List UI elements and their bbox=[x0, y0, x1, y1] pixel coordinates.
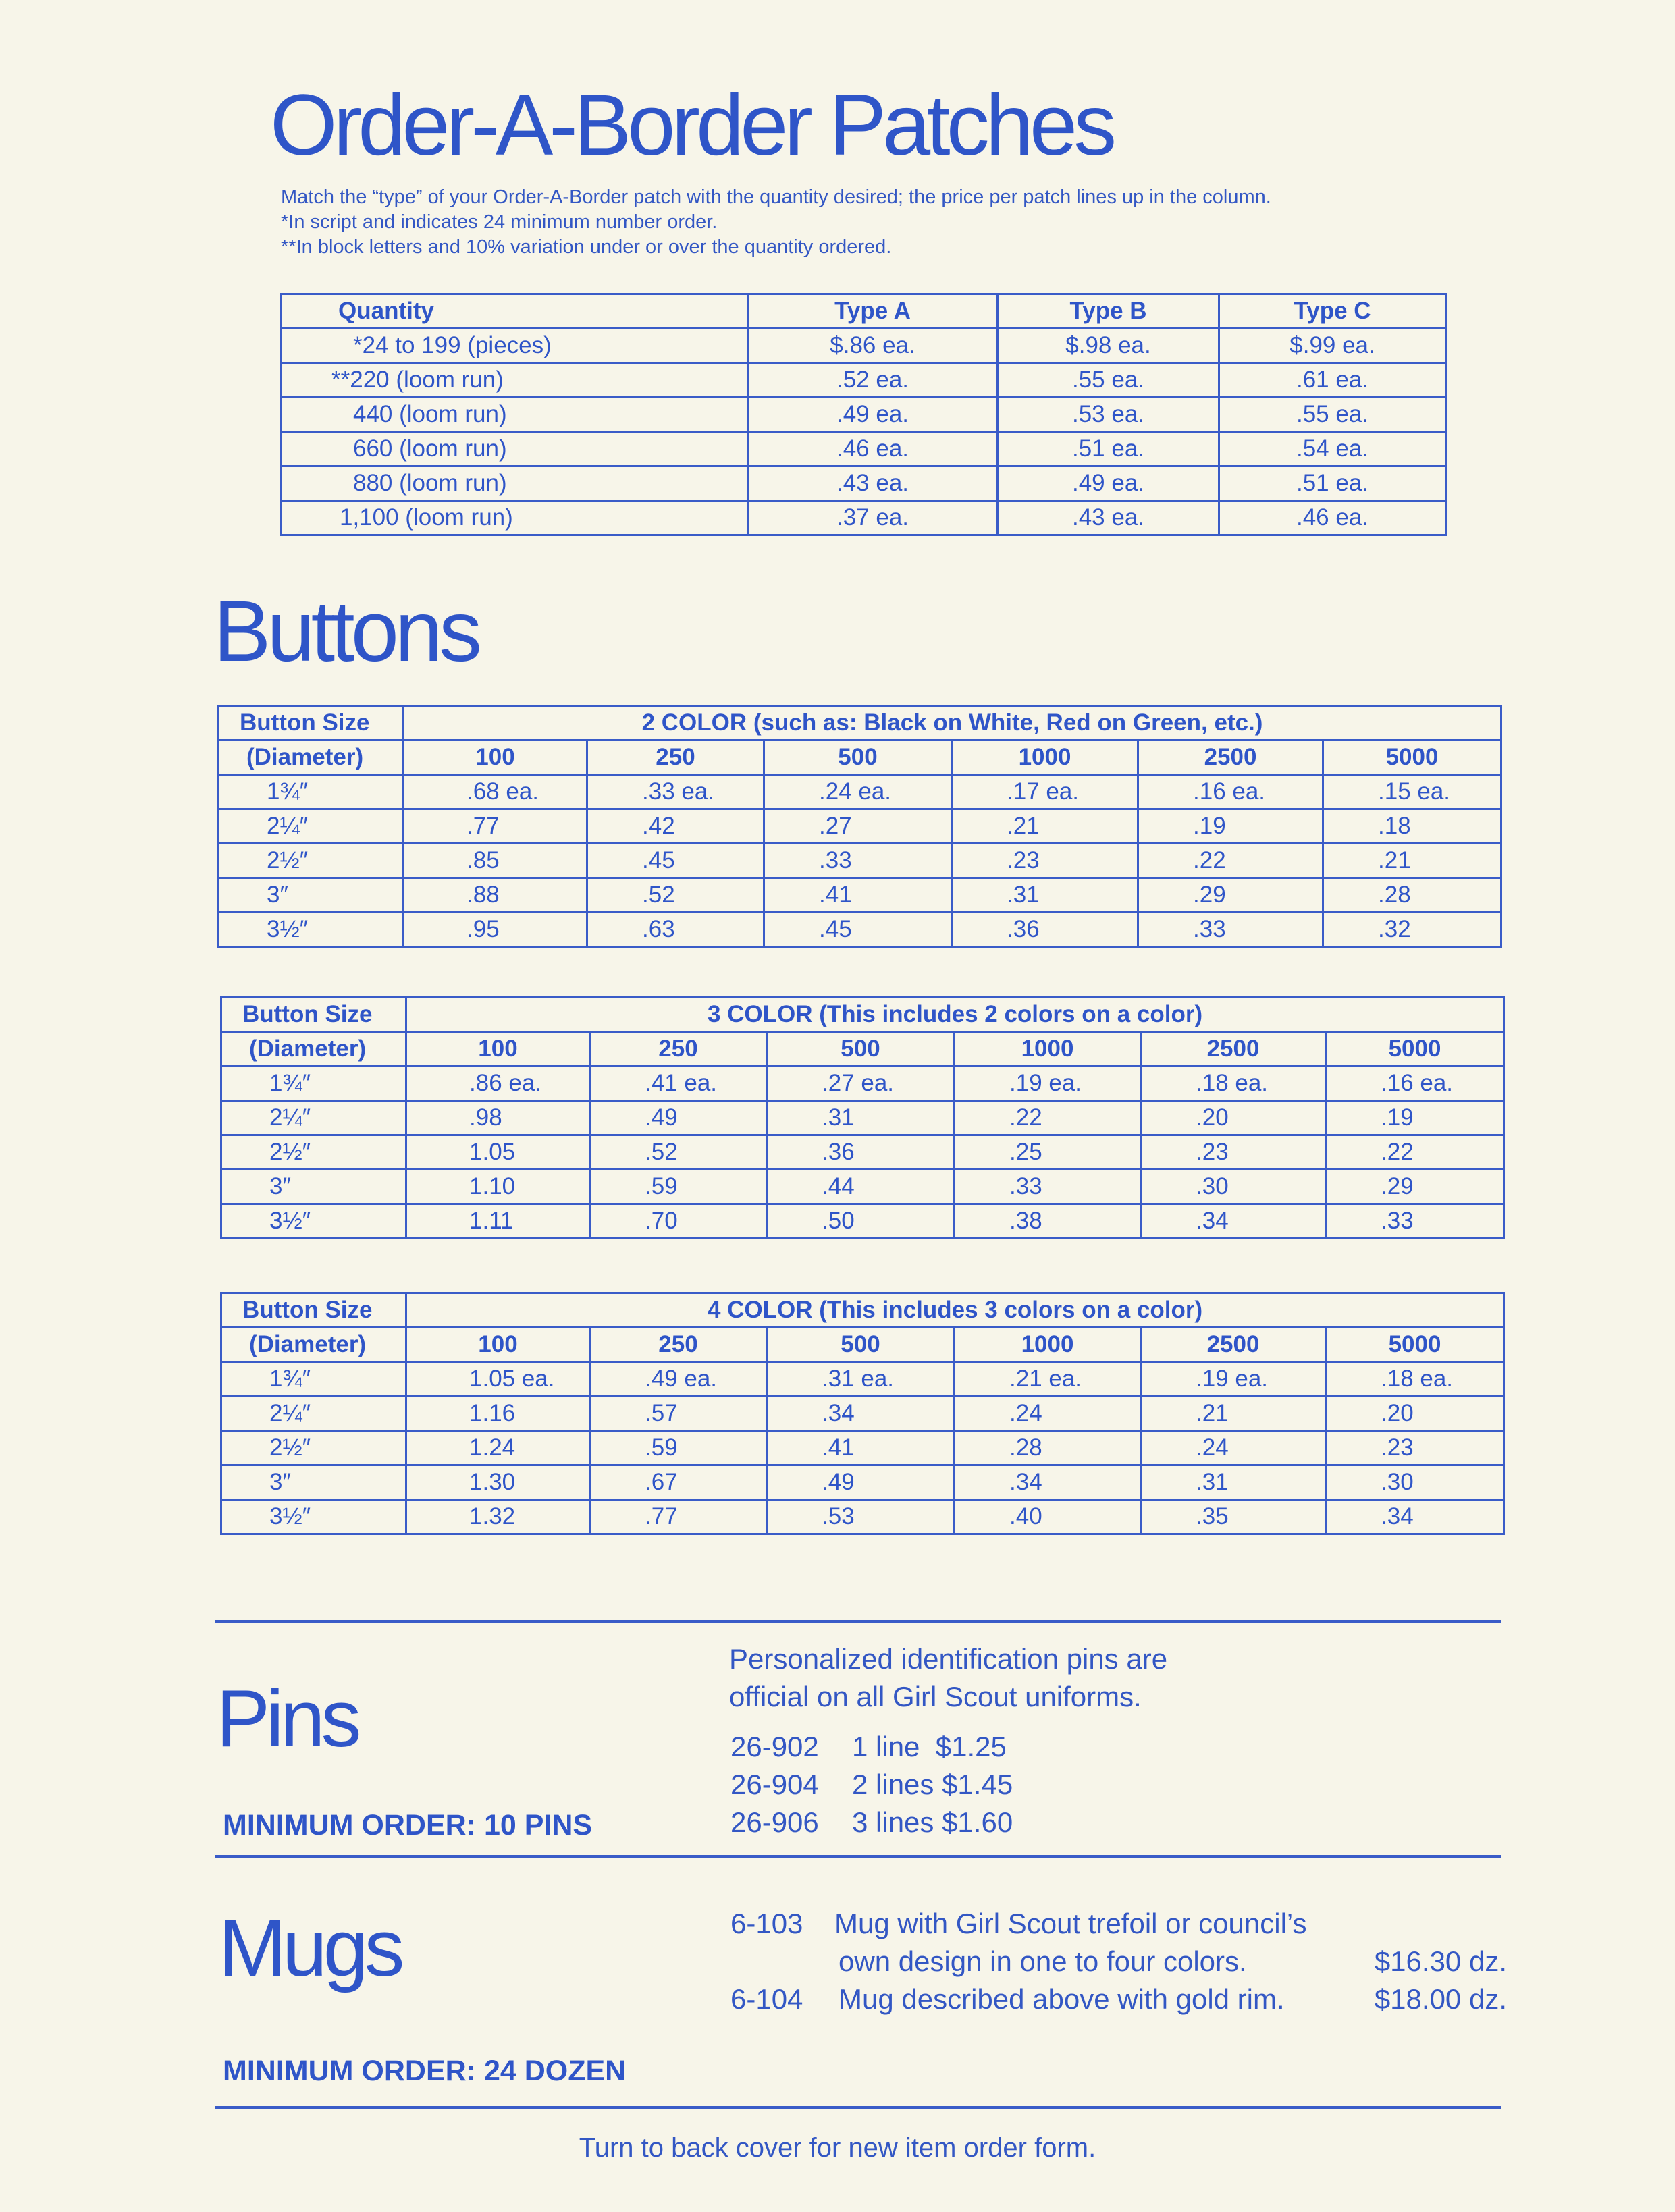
price-cell: .34 bbox=[1141, 1204, 1326, 1239]
price-cell: .63 bbox=[587, 913, 764, 947]
quantity-header-cell: 500 bbox=[767, 1032, 955, 1067]
price-cell: .29 bbox=[1138, 878, 1323, 913]
pins-item-code: 26-906 bbox=[730, 1806, 819, 1838]
mugs-item-desc: Mug with Girl Scout trefoil or council’s bbox=[834, 1908, 1307, 1939]
price-cell: .34 bbox=[767, 1397, 955, 1431]
mugs-item bbox=[730, 1905, 1507, 1943]
button-size-cell: 1¾″ bbox=[221, 1067, 406, 1101]
price-cell: .18 ea. bbox=[1326, 1362, 1504, 1397]
price-cell: .22 bbox=[1138, 844, 1323, 878]
price-cell: .23 bbox=[1326, 1431, 1504, 1465]
price-cell: .23 bbox=[952, 844, 1138, 878]
price-cell: 1.24 bbox=[406, 1431, 590, 1465]
mugs-item-list bbox=[730, 1905, 1507, 2018]
price-cell: 1.05 ea. bbox=[406, 1362, 590, 1397]
pins-description-line: official on all Girl Scout uniforms. bbox=[729, 1681, 1142, 1712]
table-header-row bbox=[221, 998, 1504, 1032]
price-cell: .49 bbox=[767, 1465, 955, 1500]
price-cell: .28 bbox=[955, 1431, 1141, 1465]
patches-intro-line: Match the “type” of your Order-A-Border patch with the quantity desired; the price per patch lines up in the column. bbox=[281, 186, 1271, 208]
table-header-cell: Quantity bbox=[281, 294, 748, 329]
pins-description-line: Personalized identification pins are bbox=[729, 1643, 1168, 1675]
table-row bbox=[219, 913, 1501, 947]
diameter-label: (Diameter) bbox=[221, 1328, 406, 1362]
patches-intro bbox=[281, 185, 1271, 260]
price-cell: .31 ea. bbox=[767, 1362, 955, 1397]
mugs-item bbox=[730, 1980, 1507, 2018]
button-size-cell: 2½″ bbox=[221, 1431, 406, 1465]
pins-item bbox=[730, 1766, 1013, 1804]
pins-item-desc: 2 lines $1.45 bbox=[852, 1769, 1013, 1800]
price-cell: .24 bbox=[1141, 1431, 1326, 1465]
price-cell: .35 bbox=[1141, 1500, 1326, 1534]
price-cell: .49 bbox=[590, 1101, 767, 1135]
table-cell: .37 ea. bbox=[748, 501, 998, 535]
price-cell: .22 bbox=[955, 1101, 1141, 1135]
table-cell: **220 (loom run) bbox=[281, 363, 748, 398]
button-size-cell: 2¼″ bbox=[221, 1397, 406, 1431]
price-cell: .23 bbox=[1141, 1135, 1326, 1170]
price-cell: .53 bbox=[767, 1500, 955, 1534]
button-size-label: Button Size bbox=[221, 1293, 406, 1328]
table-cell: .46 ea. bbox=[1219, 501, 1446, 535]
price-cell: .22 bbox=[1326, 1135, 1504, 1170]
table-row bbox=[281, 466, 1446, 501]
table-cell: .55 ea. bbox=[998, 363, 1219, 398]
price-cell: .50 bbox=[767, 1204, 955, 1239]
mugs-item-code: 6-103 bbox=[730, 1908, 803, 1939]
quantity-header-cell: 2500 bbox=[1141, 1032, 1326, 1067]
table-header-row bbox=[221, 1328, 1504, 1362]
price-cell: 1.10 bbox=[406, 1170, 590, 1204]
table-cell: .53 ea. bbox=[998, 398, 1219, 432]
price-cell: .59 bbox=[590, 1170, 767, 1204]
price-cell: 1.11 bbox=[406, 1204, 590, 1239]
price-cell: 1.30 bbox=[406, 1465, 590, 1500]
price-cell: .18 bbox=[1323, 809, 1501, 844]
price-cell: .33 bbox=[764, 844, 952, 878]
button-size-cell: 1¾″ bbox=[219, 775, 404, 809]
price-cell: .17 ea. bbox=[952, 775, 1138, 809]
price-cell: .67 bbox=[590, 1465, 767, 1500]
table-header-cell: Type C bbox=[1219, 294, 1446, 329]
price-cell: .20 bbox=[1326, 1397, 1504, 1431]
table-row bbox=[221, 1397, 1504, 1431]
table-header-row bbox=[219, 740, 1501, 775]
price-cell: .24 ea. bbox=[764, 775, 952, 809]
button-size-label: Button Size bbox=[221, 998, 406, 1032]
quantity-header-cell: 250 bbox=[587, 740, 764, 775]
button-size-cell: 2½″ bbox=[219, 844, 404, 878]
price-cell: .77 bbox=[404, 809, 587, 844]
table-row bbox=[281, 329, 1446, 363]
price-cell: .85 bbox=[404, 844, 587, 878]
table-cell: .43 ea. bbox=[998, 501, 1219, 535]
price-cell: .25 bbox=[955, 1135, 1141, 1170]
price-cell: .38 bbox=[955, 1204, 1141, 1239]
patches-title: Order-A-Border Patches bbox=[270, 77, 1113, 173]
pins-item-desc: 3 lines $1.60 bbox=[852, 1806, 1013, 1838]
button-size-cell: 3½″ bbox=[221, 1500, 406, 1534]
price-cell: 1.32 bbox=[406, 1500, 590, 1534]
table-cell: .51 ea. bbox=[998, 432, 1219, 466]
diameter-label: (Diameter) bbox=[221, 1032, 406, 1067]
button-size-cell: 2¼″ bbox=[221, 1101, 406, 1135]
price-cell: .59 bbox=[590, 1431, 767, 1465]
price-cell: .41 bbox=[767, 1431, 955, 1465]
price-cell: .21 bbox=[1323, 844, 1501, 878]
table-cell: $.98 ea. bbox=[998, 329, 1219, 363]
price-cell: .28 bbox=[1323, 878, 1501, 913]
pins-title: Pins bbox=[216, 1673, 358, 1764]
quantity-header-cell: 5000 bbox=[1326, 1032, 1504, 1067]
patches-intro-line: **In block letters and 10% variation under or over the quantity ordered. bbox=[281, 236, 892, 258]
price-cell: .30 bbox=[1141, 1170, 1326, 1204]
price-cell: .45 bbox=[587, 844, 764, 878]
table-row bbox=[221, 1431, 1504, 1465]
buttons-3-color-table bbox=[220, 996, 1505, 1239]
table-row bbox=[281, 398, 1446, 432]
quantity-header-cell: 1000 bbox=[952, 740, 1138, 775]
patches-intro-line: *In script and indicates 24 minimum number order. bbox=[281, 211, 718, 233]
table-cell: *24 to 199 (pieces) bbox=[281, 329, 748, 363]
button-size-cell: 3″ bbox=[221, 1465, 406, 1500]
button-size-cell: 2¼″ bbox=[219, 809, 404, 844]
button-size-cell: 3½″ bbox=[221, 1204, 406, 1239]
buttons-4-color-table bbox=[220, 1292, 1505, 1535]
pins-item-list bbox=[730, 1728, 1013, 1841]
price-cell: .33 bbox=[1138, 913, 1323, 947]
table-cell: .46 ea. bbox=[748, 432, 998, 466]
table-cell: .52 ea. bbox=[748, 363, 998, 398]
mugs-item-price: $16.30 dz. bbox=[1374, 1945, 1507, 1977]
mugs-item-desc: Mug described above with gold rim. bbox=[839, 1983, 1285, 2015]
table-row bbox=[221, 1170, 1504, 1204]
table-row bbox=[221, 1135, 1504, 1170]
table-header-cell: Type B bbox=[998, 294, 1219, 329]
price-cell: .32 bbox=[1323, 913, 1501, 947]
table-cell: 440 (loom run) bbox=[281, 398, 748, 432]
mugs-item-desc: own design in one to four colors. bbox=[839, 1945, 1247, 1977]
pins-item-code: 26-904 bbox=[730, 1769, 819, 1800]
price-cell: .21 ea. bbox=[955, 1362, 1141, 1397]
table-header-row bbox=[219, 706, 1501, 740]
price-cell: .18 ea. bbox=[1141, 1067, 1326, 1101]
table-row bbox=[219, 844, 1501, 878]
price-cell: .19 ea. bbox=[1141, 1362, 1326, 1397]
price-cell: .33 bbox=[955, 1170, 1141, 1204]
patches-price-table bbox=[280, 293, 1447, 536]
price-cell: .68 ea. bbox=[404, 775, 587, 809]
button-size-cell: 3½″ bbox=[219, 913, 404, 947]
quantity-header-cell: 250 bbox=[590, 1328, 767, 1362]
price-cell: .49 ea. bbox=[590, 1362, 767, 1397]
table-header-cell: Type A bbox=[748, 294, 998, 329]
table-row bbox=[221, 1101, 1504, 1135]
table-cell: $.86 ea. bbox=[748, 329, 998, 363]
price-cell: .95 bbox=[404, 913, 587, 947]
mugs-item-continued bbox=[730, 1943, 1507, 1980]
table-row bbox=[221, 1362, 1504, 1397]
pins-item-desc: 1 line $1.25 bbox=[852, 1731, 1007, 1762]
quantity-header-cell: 2500 bbox=[1138, 740, 1323, 775]
price-cell: .36 bbox=[952, 913, 1138, 947]
price-cell: .36 bbox=[767, 1135, 955, 1170]
pins-item bbox=[730, 1804, 1013, 1841]
price-cell: .70 bbox=[590, 1204, 767, 1239]
price-cell: .24 bbox=[955, 1397, 1141, 1431]
price-cell: .31 bbox=[767, 1101, 955, 1135]
section-divider bbox=[215, 2106, 1501, 2109]
price-cell: .77 bbox=[590, 1500, 767, 1534]
button-size-cell: 3″ bbox=[219, 878, 404, 913]
price-cell: 1.16 bbox=[406, 1397, 590, 1431]
price-cell: .31 bbox=[952, 878, 1138, 913]
price-cell: .33 bbox=[1326, 1204, 1504, 1239]
price-cell: .45 bbox=[764, 913, 952, 947]
price-cell: .16 ea. bbox=[1138, 775, 1323, 809]
table-row bbox=[281, 363, 1446, 398]
quantity-header-cell: 1000 bbox=[955, 1328, 1141, 1362]
table-cell: .43 ea. bbox=[748, 466, 998, 501]
price-cell: .52 bbox=[590, 1135, 767, 1170]
mugs-item-price: $18.00 dz. bbox=[1374, 1983, 1507, 2015]
table-row bbox=[281, 432, 1446, 466]
section-divider bbox=[215, 1620, 1501, 1623]
quantity-header-cell: 100 bbox=[404, 740, 587, 775]
price-cell: .33 ea. bbox=[587, 775, 764, 809]
buttons-title: Buttons bbox=[213, 583, 479, 680]
table-cell: .55 ea. bbox=[1219, 398, 1446, 432]
quantity-header-cell: 100 bbox=[406, 1032, 590, 1067]
quantity-header-cell: 5000 bbox=[1326, 1328, 1504, 1362]
quantity-header-cell: 100 bbox=[406, 1328, 590, 1362]
pins-item-code: 26-902 bbox=[730, 1731, 819, 1762]
table-row bbox=[219, 775, 1501, 809]
pins-minimum-order: MINIMUM ORDER: 10 PINS bbox=[223, 1809, 593, 1841]
quantity-header-cell: 500 bbox=[767, 1328, 955, 1362]
section-divider bbox=[215, 1855, 1501, 1858]
table-cell: .49 ea. bbox=[748, 398, 998, 432]
table-row bbox=[221, 1500, 1504, 1534]
price-cell: .27 ea. bbox=[767, 1067, 955, 1101]
color-option-title: 2 COLOR (such as: Black on White, Red on Green, etc.) bbox=[404, 706, 1501, 740]
table-row bbox=[221, 1067, 1504, 1101]
table-cell: 660 (loom run) bbox=[281, 432, 748, 466]
price-cell: .88 bbox=[404, 878, 587, 913]
price-cell: .34 bbox=[1326, 1500, 1504, 1534]
quantity-header-cell: 1000 bbox=[955, 1032, 1141, 1067]
mugs-title: Mugs bbox=[219, 1903, 401, 1993]
price-cell: .21 bbox=[952, 809, 1138, 844]
mugs-minimum-order: MINIMUM ORDER: 24 DOZEN bbox=[223, 2055, 627, 2087]
table-cell: .49 ea. bbox=[998, 466, 1219, 501]
price-cell: .27 bbox=[764, 809, 952, 844]
table-row bbox=[281, 501, 1446, 535]
price-cell: 1.05 bbox=[406, 1135, 590, 1170]
button-size-cell: 1¾″ bbox=[221, 1362, 406, 1397]
diameter-label: (Diameter) bbox=[219, 740, 404, 775]
table-cell: 1,100 (loom run) bbox=[281, 501, 748, 535]
button-size-cell: 3″ bbox=[221, 1170, 406, 1204]
button-size-cell: 2½″ bbox=[221, 1135, 406, 1170]
buttons-2-color-table bbox=[217, 705, 1502, 948]
color-option-title: 4 COLOR (This includes 3 colors on a color) bbox=[406, 1293, 1504, 1328]
pins-description bbox=[729, 1640, 1167, 1716]
pins-item bbox=[730, 1728, 1013, 1766]
button-size-label: Button Size bbox=[219, 706, 404, 740]
mugs-item-code: 6-104 bbox=[730, 1983, 803, 2015]
price-cell: .40 bbox=[955, 1500, 1141, 1534]
price-cell: .20 bbox=[1141, 1101, 1326, 1135]
table-row bbox=[221, 1465, 1504, 1500]
price-cell: .57 bbox=[590, 1397, 767, 1431]
price-cell: .42 bbox=[587, 809, 764, 844]
price-cell: .21 bbox=[1141, 1397, 1326, 1431]
price-cell: .19 bbox=[1326, 1101, 1504, 1135]
price-cell: .19 ea. bbox=[955, 1067, 1141, 1101]
price-cell: .16 ea. bbox=[1326, 1067, 1504, 1101]
price-cell: .19 bbox=[1138, 809, 1323, 844]
table-cell: .61 ea. bbox=[1219, 363, 1446, 398]
price-cell: .34 bbox=[955, 1465, 1141, 1500]
price-cell: .52 bbox=[587, 878, 764, 913]
price-cell: .31 bbox=[1141, 1465, 1326, 1500]
table-cell: .54 ea. bbox=[1219, 432, 1446, 466]
table-header-row bbox=[281, 294, 1446, 329]
price-cell: .15 ea. bbox=[1323, 775, 1501, 809]
table-row bbox=[219, 809, 1501, 844]
table-cell: $.99 ea. bbox=[1219, 329, 1446, 363]
table-header-row bbox=[221, 1032, 1504, 1067]
price-cell: .44 bbox=[767, 1170, 955, 1204]
quantity-header-cell: 500 bbox=[764, 740, 952, 775]
table-header-row bbox=[221, 1293, 1504, 1328]
price-cell: .29 bbox=[1326, 1170, 1504, 1204]
quantity-header-cell: 250 bbox=[590, 1032, 767, 1067]
quantity-header-cell: 5000 bbox=[1323, 740, 1501, 775]
price-cell: .41 ea. bbox=[590, 1067, 767, 1101]
price-cell: .98 bbox=[406, 1101, 590, 1135]
price-cell: .30 bbox=[1326, 1465, 1504, 1500]
table-row bbox=[221, 1204, 1504, 1239]
price-cell: .41 bbox=[764, 878, 952, 913]
table-cell: 880 (loom run) bbox=[281, 466, 748, 501]
table-row bbox=[219, 878, 1501, 913]
table-cell: .51 ea. bbox=[1219, 466, 1446, 501]
quantity-header-cell: 2500 bbox=[1141, 1328, 1326, 1362]
footer-note: Turn to back cover for new item order form. bbox=[579, 2133, 1096, 2163]
color-option-title: 3 COLOR (This includes 2 colors on a color) bbox=[406, 998, 1504, 1032]
price-cell: .86 ea. bbox=[406, 1067, 590, 1101]
